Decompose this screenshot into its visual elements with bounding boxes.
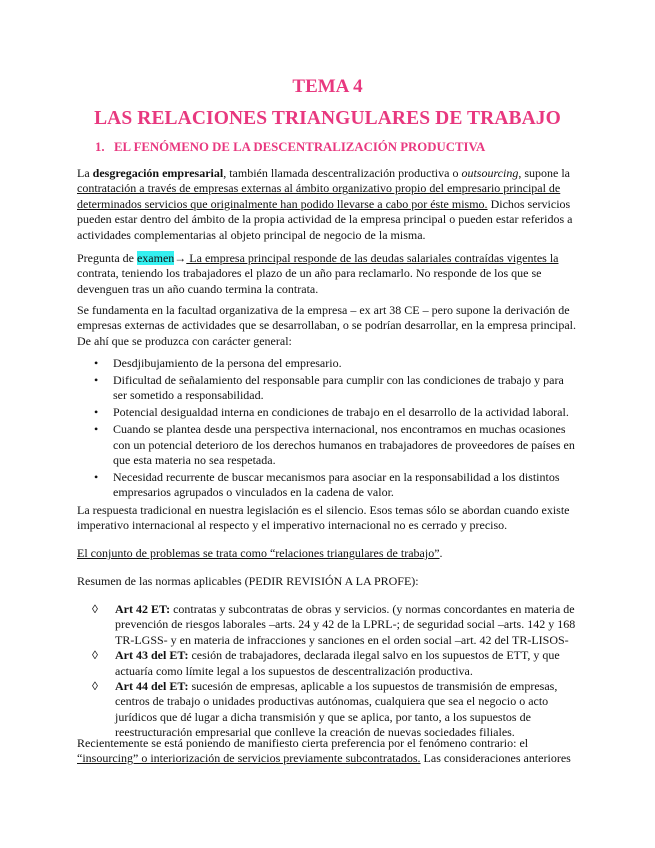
list-item-text: Potencial desigualdad interna en condiciones de trabajo en el desarrollo de la actividad laboral. bbox=[113, 405, 569, 420]
paragraph-fundamento: Se fundamenta en la facultad organizativa de la empresa – ex art 38 CE – pero supone la derivación de empresas externas de actividades que se desarrollaban, o se podrían desarrollar, en la empresa principal. De ahí que se produzca con carácter general: bbox=[77, 303, 576, 348]
list-item bbox=[77, 648, 577, 679]
diamond-icon: ◊ bbox=[92, 648, 98, 663]
paragraph-desgregacion bbox=[77, 166, 577, 243]
bullet-icon: • bbox=[94, 422, 99, 437]
list-item-text: Dificultad de señalamiento del responsable para cumplir con las condiciones de trabajo y para ser sometido a responsabilidad. bbox=[113, 372, 564, 403]
list-item bbox=[77, 470, 577, 501]
p1-italic-term: outsourcing bbox=[461, 166, 519, 180]
bullet-icon: • bbox=[94, 372, 99, 387]
norm-title: Art 43 del ET: bbox=[115, 648, 189, 663]
p7-underlined: “insourcing” o interiorización de servicios previamente subcontratados. bbox=[77, 751, 421, 766]
arrow-icon: → bbox=[174, 251, 187, 265]
list-item bbox=[77, 405, 577, 420]
diamond-icon: ◊ bbox=[92, 602, 98, 616]
p7-text-1: Recientemente se está poniendo de manifiesto cierta preferencia por el fenómeno contrario: el bbox=[77, 736, 529, 750]
p1-text-1: La bbox=[77, 166, 93, 180]
p1-text-4: Dichos servicios pueden estar dentro del ámbito de la propia actividad de la empresa principal o pueden estar referidos a actividades complementarias al objeto principal de negocio de la misma. bbox=[77, 196, 573, 242]
list-item-text: Desdjibujamiento de la persona del empresario. bbox=[113, 356, 342, 370]
p2-text-1: Pregunta de bbox=[77, 251, 137, 265]
p1-underlined: contratación a través de empresas externas al ámbito organizativo propio del empresario principal de determinados servicios que originalmente han podido llevarse a cabo por éste mismo. bbox=[77, 181, 561, 211]
norm-title: Art 42 ET: bbox=[115, 602, 171, 616]
p1-bold-term: desgregación empresarial bbox=[92, 166, 224, 180]
p7-text-2: Las consideraciones anteriores bbox=[420, 751, 571, 766]
norm-text: sucesión de empresas, aplicable a los supuestos de transmisión de empresas, centros de trabajo o unidades productivas autónomas, cualquiera que sea el negocio o acto jurídicos que dé lugar a dicha transmisión y que se aplica, por tanto, a los supuestos de reestructuración empresarial que conlleve la creación de nuevas sociedades filiales. bbox=[115, 679, 558, 740]
page-title: TEMA 4 bbox=[292, 76, 363, 97]
bullet-icon: • bbox=[94, 405, 99, 420]
paragraph-insourcing bbox=[77, 736, 577, 767]
highlight-examen: examen bbox=[136, 251, 175, 265]
section-number: 1. bbox=[95, 140, 105, 154]
diamond-icon: ◊ bbox=[92, 679, 98, 694]
paragraph-exam-question bbox=[77, 251, 577, 297]
p1-text-2: , también llamada descentralización productiva o bbox=[223, 166, 462, 180]
section-title: EL FENÓMENO DE LA DESCENTRALIZACIÓN PRODUCTIVA bbox=[114, 140, 486, 154]
list-item bbox=[77, 679, 577, 741]
page-subtitle: LAS RELACIONES TRIANGULARES DE TRABAJO bbox=[94, 108, 561, 129]
norm-text: cesión de trabajadores, declarada ilegal salvo en los supuestos de ETT, y que actuaría como límite legal a los supuestos de descentralización productiva. bbox=[115, 648, 560, 678]
paragraph-resumen: Resumen de las normas aplicables (PEDIR REVISIÓN A LA PROFE): bbox=[77, 574, 419, 588]
norm-text: contratas y subcontratas de obras y servicios. (y normas concordantes en materia de prevención de riesgos laborales –arts. 24 y 42 de la LPRL-; de seguridad social –arts. 142 y 168 TR-LGSS- y en materia de infracciones y sanciones en el orden social –art. 42 del TR-LISOS- bbox=[115, 602, 576, 647]
section-heading bbox=[95, 140, 485, 155]
list-item bbox=[77, 356, 577, 371]
list-item bbox=[77, 602, 577, 648]
p5-underlined: El conjunto de problemas se trata como “relaciones triangulares de trabajo” bbox=[77, 546, 440, 560]
bullet-icon: • bbox=[94, 356, 99, 370]
paragraph-conjunto bbox=[77, 546, 577, 561]
paragraph-respuesta: La respuesta tradicional en nuestra legislación es el silencio. Esos temas sólo se abordan cuando existe imperativo internacional al respecto y el imperativo internacional no es cerrado y preciso. bbox=[77, 503, 570, 533]
p2-underlined: La empresa principal responde de las deudas salariales contraídas vigentes la bbox=[186, 251, 559, 265]
list-item-text: Necesidad recurrente de buscar mecanismos para asociar en la responsabilidad a los distintos empresarios agrupados o vinculados en la cadena de valor. bbox=[113, 469, 560, 500]
p2-text-2: contrata, teniendo los trabajadores el plazo de un año para reclamarlo. No responde de los que se devenguen tras un año cuando termina la contrata. bbox=[77, 266, 542, 296]
list-item bbox=[77, 422, 577, 468]
p1-text-3: , supone la bbox=[518, 166, 570, 180]
list-item bbox=[77, 373, 577, 404]
norm-title: Art 44 del ET: bbox=[115, 679, 189, 694]
bullet-icon: • bbox=[94, 469, 99, 484]
norms-list bbox=[77, 602, 577, 741]
p5-text: . bbox=[439, 546, 443, 560]
consequences-list bbox=[77, 356, 577, 502]
list-item-text: Cuando se plantea desde una perspectiva internacional, nos encontramos en muchas ocasiones con un potencial deterioro de los derechos humanos en trabajadores de proveedores de países en que esta materia no sea respetada. bbox=[113, 422, 575, 467]
